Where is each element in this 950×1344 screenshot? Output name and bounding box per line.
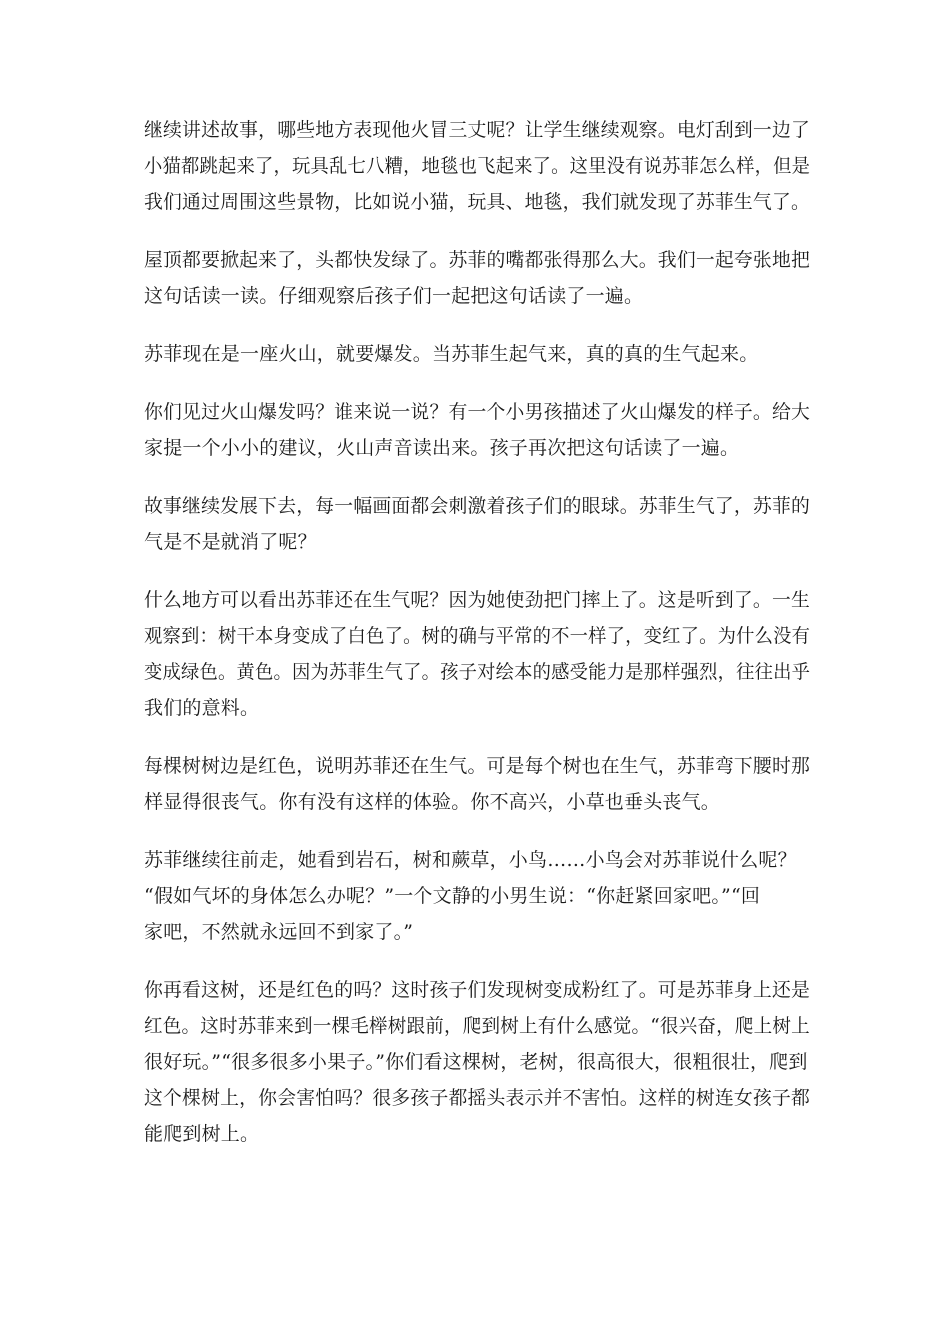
text-line: 这句话读一读。仔细观察后孩子们一起把这句话读了一遍。	[144, 285, 644, 307]
text-line: 红色。这时苏菲来到一棵毛榉树跟前，爬到树上有什么感觉。“很兴奋，爬上树上	[144, 1015, 810, 1037]
paragraph	[144, 842, 810, 950]
text-line: 继续讲述故事，哪些地方表现他火冒三丈呢？让学生继续观察。电灯刮到一边了	[144, 119, 811, 141]
text-line: 我们通过周围这些景物，比如说小猫，玩具、地毯，我们就发现了苏菲生气了。	[144, 191, 811, 213]
text-line: “假如气坏的身体怎么办呢？”一个文静的小男生说：“你赶紧回家吧。”“回	[144, 885, 761, 907]
text-line: 能爬到树上。	[144, 1123, 260, 1145]
text-line: 屋顶都要掀起来了，头都快发绿了。苏菲的嘴都张得那么大。我们一起夸张地把	[144, 249, 811, 271]
paragraph	[144, 488, 810, 560]
text-line: 家提一个小小的建议，火山声音读出来。孩子再次把这句话读了一遍。	[144, 437, 740, 459]
text-line: 故事继续发展下去，每一幅画面都会刺激着孩子们的眼球。苏菲生气了，苏菲的	[144, 495, 811, 517]
text-line: 什么地方可以看出苏菲还在生气呢？因为她使劲把门摔上了。这是听到了。一生	[144, 589, 811, 611]
paragraph	[144, 112, 810, 220]
text-line: 你们见过火山爆发吗？谁来说一说？有一个小男孩描述了火山爆发的样子。给大	[144, 401, 811, 423]
text-line: 很好玩。”“很多很多小果子。”你们看这棵树，老树，很高很大，很粗很壮，爬到	[144, 1051, 808, 1073]
text-line: 苏菲继续往前走，她看到岩石，树和蕨草，小鸟……小鸟会对苏菲说什么呢？	[144, 849, 797, 871]
text-line: 观察到：树干本身变成了白色了。树的确与平常的不一样了，变红了。为什么没有	[144, 625, 811, 647]
text-line: 家吧，不然就永远回不到家了。”	[144, 921, 414, 943]
text-line: 气是不是就消了呢？	[144, 531, 317, 553]
document-body	[144, 112, 810, 1174]
paragraph	[144, 582, 810, 726]
text-line: 苏菲现在是一座火山，就要爆发。当苏菲生起气来，真的真的生气起来。	[144, 343, 759, 365]
paragraph	[144, 336, 810, 372]
paragraph	[144, 242, 810, 314]
text-line: 你再看这树，还是红色的吗？这时孩子们发现树变成粉红了。可是苏菲身上还是	[144, 979, 811, 1001]
text-line: 我们的意料。	[144, 697, 260, 719]
paragraph	[144, 394, 810, 466]
text-line: 样显得很丧气。你有没有这样的体验。你不高兴，小草也垂头丧气。	[144, 791, 721, 813]
text-line: 这个棵树上，你会害怕吗？很多孩子都摇头表示并不害怕。这样的树连女孩子都	[144, 1087, 811, 1109]
text-line: 小猫都跳起来了，玩具乱七八糟，地毯也飞起来了。这里没有说苏菲怎么样，但是	[144, 155, 811, 177]
text-line: 变成绿色。黄色。因为苏菲生气了。孩子对绘本的感受能力是那样强烈，往往出乎	[144, 661, 811, 683]
text-line: 每棵树树边是红色，说明苏菲还在生气。可是每个树也在生气，苏菲弯下腰时那	[144, 755, 811, 777]
paragraph	[144, 748, 810, 820]
paragraph	[144, 972, 810, 1152]
